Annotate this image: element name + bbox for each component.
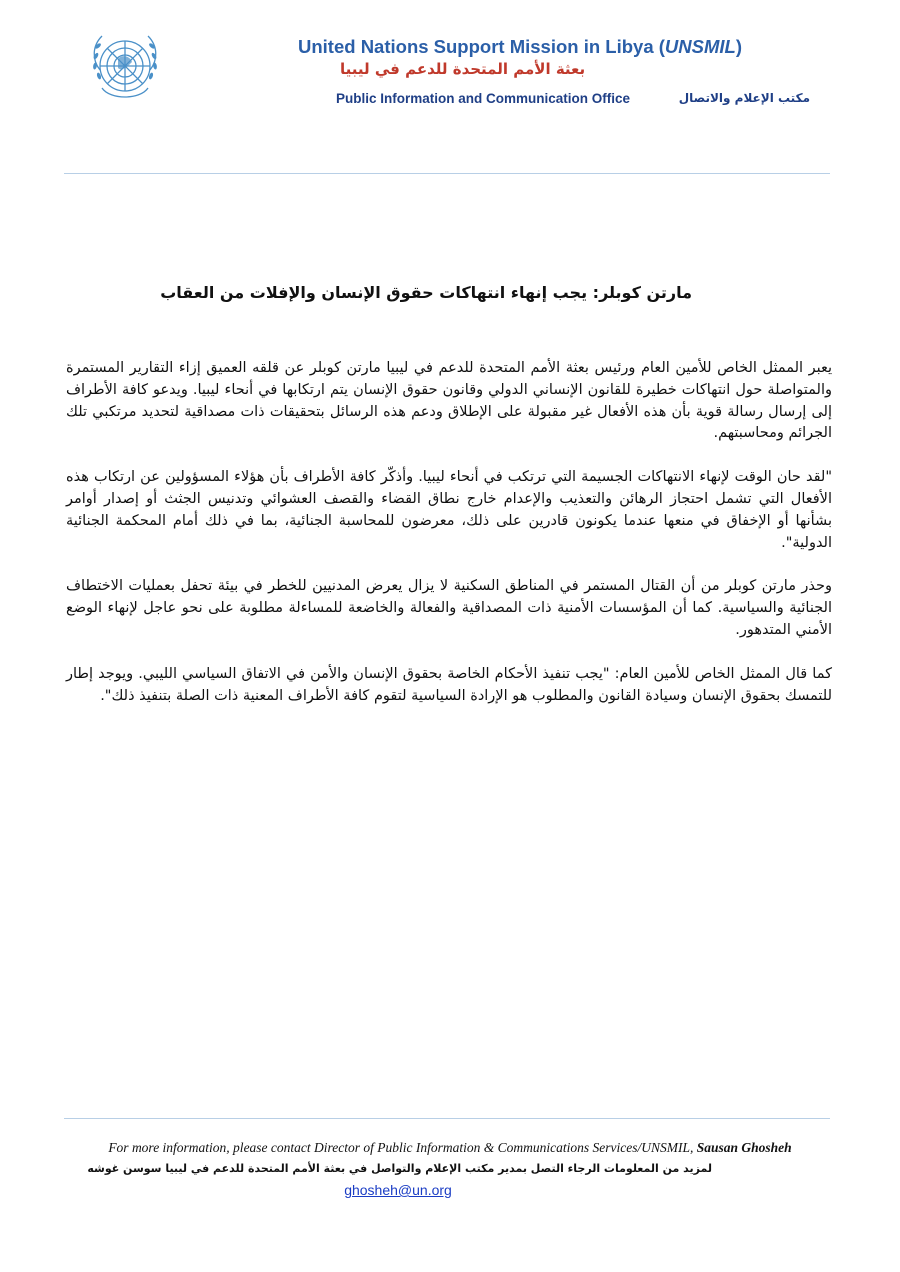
footer-divider [64, 1118, 830, 1119]
footer-contact-en: For more information, please contact Director of Public Information & Communications Services/UNSMIL, Sausan Ghosheh [108, 1140, 792, 1155]
mission-title-ar: بعثة الأمم المتحدة للدعم في ليبيا [340, 60, 586, 78]
body-paragraph-2: "لقد حان الوقت لإنهاء الانتهاكات الجسيمة التي ترتكب في أنحاء ليبيا. وأذكّر كافة الأطراف بأن هؤلاء المسؤولين عن ارتكاب هذه الأفعال التي تشمل احتجاز الرهائن والتعذيب والإعدام خارج نطاق القضاء والقصف العشوائي وتدنيس الجثث أو إصدار أوامر بشأنها أو الإخفاق في منعها عندما يكونون قادرين على ذلك، معرضون للمحاسبة الجنائية، بما في ذلك أمام المحكمة الجنائية الدولية". [66, 469, 832, 551]
office-title-ar: مكتب الإعلام والاتصال [678, 91, 810, 105]
office-title-en: Public Information and Communication Office [336, 91, 631, 106]
body-paragraph-4: كما قال الممثل الخاص للأمين العام: "يجب تنفيذ الأحكام الخاصة بحقوق الإنسان والأمن في الاتفاق السياسي الليبي. ويوجد إطار للتمسك بحقوق الإنسان وسيادة القانون والمطلوب هو الإرادة السياسية لتقوم كافة الأطراف المعنية ذات الصلة بتنفيذ ذلك". [66, 665, 832, 704]
press-release-headline: مارتن كوبلر: يجب إنهاء انتهاكات حقوق الإنسان والإفلات من العقاب [160, 283, 692, 302]
contact-email-link[interactable]: ghosheh@un.org [344, 1182, 452, 1198]
mission-acronym: UNSMIL [664, 36, 736, 57]
press-release-body [66, 358, 832, 729]
body-paragraph-3: وحذر مارتن كوبلر من أن القتال المستمر في المناطق السكنية لا يزال يعرض المدنيين للخطر في بيئة تحفل بعمليات الاختطاف الجنائية والسياسية. كما أن المؤسسات الأمنية ذات المصداقية والفعالة والخاضعة للمساءلة مطلوبة على نحو عاجل لإنهاء الوضع الأمني المتدهور. [66, 578, 832, 638]
mission-title-en: United Nations Support Mission in Libya (UNSMIL) [298, 36, 743, 57]
body-paragraph-1: يعبر الممثل الخاص للأمين العام ورئيس بعثة الأمم المتحدة للدعم في ليبيا مارتن كوبلر عن قلقه العميق إزاء التقارير المستمرة والمتواصلة حول انتهاكات خطيرة للقانون الإنساني الدولي وقانون حقوق الإنسان يتم ارتكابها في أنحاء ليبيا. ويدعو كافة الأطراف إلى إرسال رسالة قوية بأن هذه الأفعال غير مقبولة على الإطلاق ودعم هذه الرسائل بتحقيقات ذات مصداقية لتحديد مرتكبي تلك الجرائم ومحاسبتهم. [66, 360, 832, 442]
un-emblem-icon [78, 26, 172, 110]
contact-name: Sausan Ghosheh [696, 1140, 792, 1155]
header-divider [64, 173, 830, 174]
footer-contact-ar: لمزيد من المعلومات الرجاء التصل بمدير مكتب الإعلام والتواصل في بعثة الأمم المتحدة للدعم في ليبيا سوسن غوشه [87, 1162, 712, 1175]
